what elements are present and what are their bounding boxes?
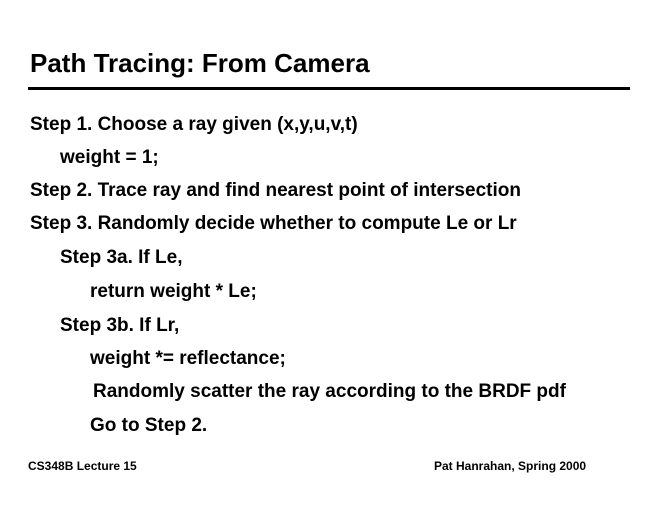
title-divider	[28, 87, 630, 90]
step-1-line: Step 1. Choose a ray given (x,y,u,v,t)	[30, 114, 358, 135]
step-3a-line: Step 3a. If Le,	[60, 247, 183, 268]
footer-course: CS348B Lecture 15	[28, 459, 137, 473]
step-3b-line: Step 3b. If Lr,	[60, 315, 180, 336]
slide-title: Path Tracing: From Camera	[30, 48, 370, 78]
weight-update-line: weight *= reflectance;	[90, 348, 286, 369]
goto-step-2-line: Go to Step 2.	[90, 415, 208, 436]
scatter-line: Randomly scatter the ray according to the BRDF pdf	[93, 381, 566, 402]
weight-init-line: weight = 1;	[60, 147, 159, 168]
return-le-line: return weight * Le;	[90, 281, 257, 302]
step-3-line: Step 3. Randomly decide whether to compute Le or Lr	[30, 213, 517, 234]
step-2-line: Step 2. Trace ray and find nearest point of intersection	[30, 180, 521, 201]
footer-author: Pat Hanrahan, Spring 2000	[434, 459, 587, 473]
